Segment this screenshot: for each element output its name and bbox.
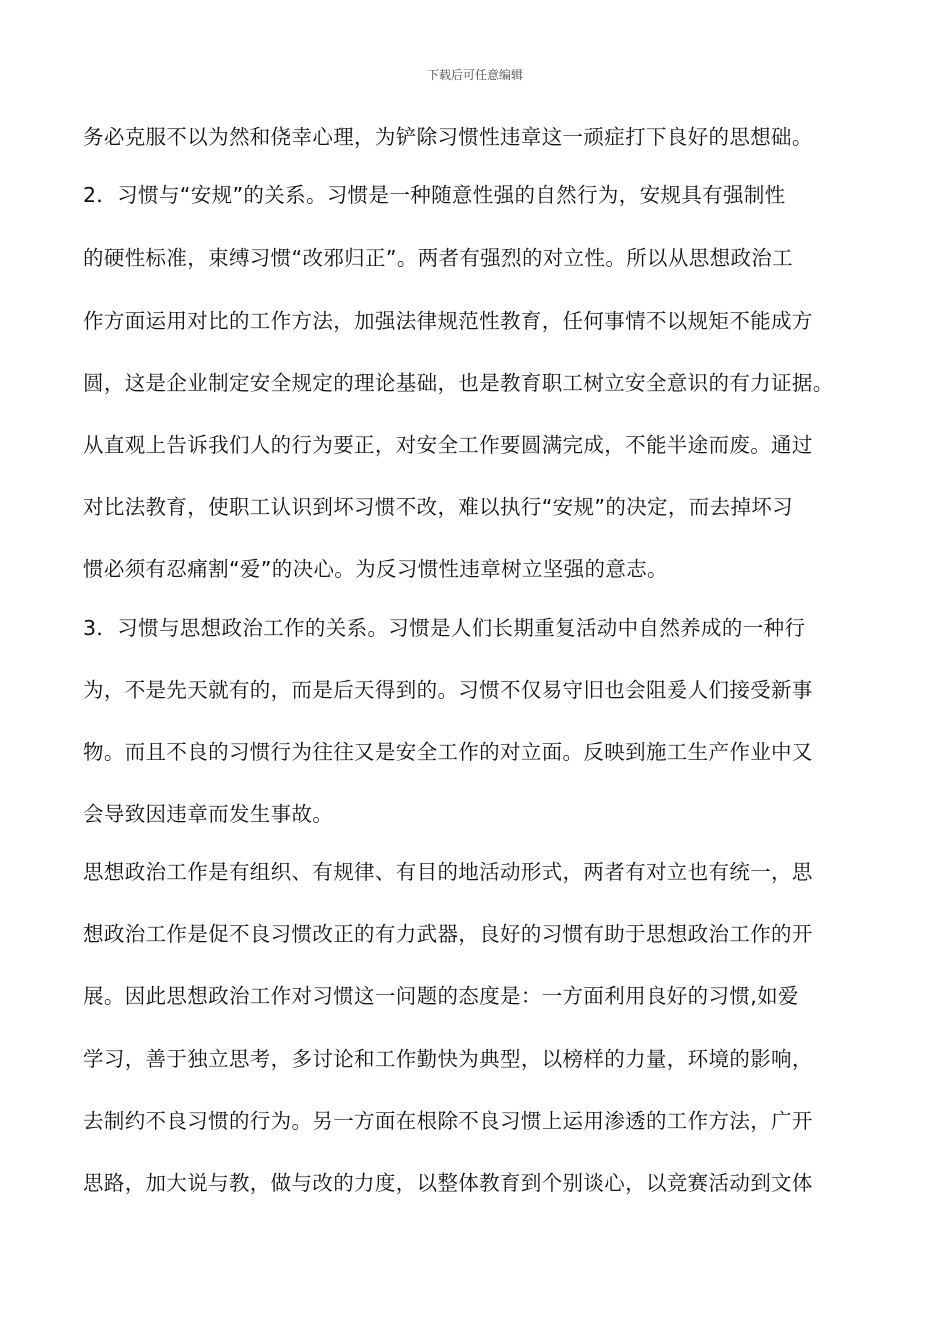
text-line: 思路，加大说与教，做与改的力度，以整体教育到个别谈心，以竞赛活动到文体 — [83, 1171, 813, 1195]
text-line: 的硬性标准，束缚习惯“改邪归正”。两者有强烈的对立性。所以从思想政治工 — [83, 246, 793, 270]
text-line: 物。而且不良的习惯行为往往又是安全工作的对立面。反映到施工生产作业中又 — [83, 740, 813, 764]
page-header: 下载后可任意编辑 — [426, 68, 523, 82]
text-line: 展。因此思想政治工作对习惯这一问题的态度是：一方面利用良好的习惯,如爱 — [83, 984, 799, 1008]
text-line: 学习，善于独立思考，多讨论和工作勤快为典型，以榜样的力量，环境的影响， — [83, 1047, 813, 1071]
text-line: 思想政治工作是有组织、有规律、有目的地活动形式，两者有对立也有统一，思 — [83, 860, 813, 884]
text-line: 惯必须有忍痛割“爱”的决心。为反习惯性违章树立坚强的意志。 — [83, 557, 668, 581]
text-line: 圆，这是企业制定安全规定的理论基础，也是教育职工树立安全意识的有力证据。 — [83, 371, 834, 395]
text-line: 去制约不良习惯的行为。另一方面在根除不良习惯上运用渗透的工作方法，广开 — [83, 1109, 813, 1133]
text-line: 为，不是先天就有的，而是后天得到的。习惯不仅易守旧也会阻爰人们接受新事 — [83, 678, 813, 702]
text-line: 想政治工作是促不良习惯改正的有力武器，良好的习惯有助于思想政治工作的开 — [83, 922, 813, 946]
text-line: 作方面运用对比的工作方法，加强法律规范性教育，任何事情不以规矩不能成方 — [83, 309, 813, 333]
text-line: 会导致因违章而发生事故。 — [83, 802, 334, 826]
text-line: 务必克服不以为然和侥幸心理，为铲除习惯性违章这一顽症打下良好的思想础。 — [83, 125, 813, 149]
text-line: 3．习惯与思想政治工作的关系。习惯是人们长期重复活动中自然养成的一种行 — [83, 616, 806, 640]
text-line: 2．习惯与“安规”的关系。习惯是一种随意性强的自然行为，安规具有强制性 — [83, 183, 786, 207]
text-line: 从直观上告诉我们人的行为要正，对安全工作要圆满完成，不能半途而废。通过 — [83, 433, 813, 457]
text-line: 对比法教育，使职工认识到坏习惯不改，难以执行“安规”的决定，而去掉坏习 — [83, 495, 793, 519]
